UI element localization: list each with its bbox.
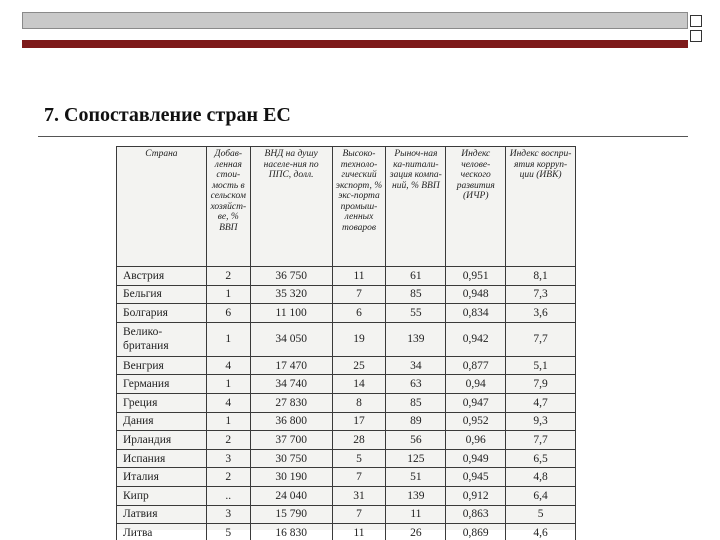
cell-gni: 37 700 xyxy=(250,431,332,450)
cell-cpi: 7,7 xyxy=(506,431,576,450)
country-line: британия xyxy=(123,340,169,353)
header-grey-strip xyxy=(22,12,688,29)
header-red-strip xyxy=(22,40,688,48)
cell-agriculture: 2 xyxy=(206,267,250,286)
cell-cpi: 7,7 xyxy=(506,322,576,356)
cell-cpi: 5,1 xyxy=(506,356,576,375)
table-row xyxy=(117,356,576,375)
cell-country: Италия xyxy=(117,468,207,487)
cell-cpi: 4,8 xyxy=(506,468,576,487)
cell-hdi: 0,869 xyxy=(446,524,506,540)
table-row xyxy=(117,285,576,304)
cell-gni: 27 830 xyxy=(250,393,332,412)
cell-gni: 30 190 xyxy=(250,468,332,487)
cell-gni: 16 830 xyxy=(250,524,332,540)
cell-hitech-export: 5 xyxy=(332,449,386,468)
cell-country: Венгрия xyxy=(117,356,207,375)
cell-market-cap: 89 xyxy=(386,412,446,431)
cell-agriculture: 2 xyxy=(206,468,250,487)
cell-hitech-export: 11 xyxy=(332,524,386,540)
table-row xyxy=(117,505,576,524)
table-row xyxy=(117,393,576,412)
header-hitech-export: Высоко-техноло-гический экспорт, % экс-порта промыш-ленных товаров xyxy=(332,147,386,267)
cell-market-cap: 26 xyxy=(386,524,446,540)
eu-comparison-table-scan xyxy=(116,146,576,539)
table-row xyxy=(117,468,576,487)
cell-hdi: 0,952 xyxy=(446,412,506,431)
cell-agriculture: .. xyxy=(206,486,250,505)
header-country: Страна xyxy=(117,147,207,267)
cell-hitech-export: 8 xyxy=(332,393,386,412)
cell-hitech-export: 6 xyxy=(332,304,386,323)
cell-gni: 17 470 xyxy=(250,356,332,375)
cell-hdi: 0,912 xyxy=(446,486,506,505)
cell-agriculture: 6 xyxy=(206,304,250,323)
cell-cpi: 6,4 xyxy=(506,486,576,505)
table-row xyxy=(117,412,576,431)
cell-agriculture: 1 xyxy=(206,412,250,431)
cell-hdi: 0,947 xyxy=(446,393,506,412)
cell-hitech-export: 7 xyxy=(332,468,386,487)
cell-agriculture: 4 xyxy=(206,356,250,375)
cell-country: Болгария xyxy=(117,304,207,323)
cell-hdi: 0,942 xyxy=(446,322,506,356)
cell-agriculture: 1 xyxy=(206,285,250,304)
cell-market-cap: 139 xyxy=(386,486,446,505)
cell-agriculture: 5 xyxy=(206,524,250,540)
cell-hitech-export: 17 xyxy=(332,412,386,431)
cell-market-cap: 85 xyxy=(386,393,446,412)
cell-cpi: 8,1 xyxy=(506,267,576,286)
cell-cpi: 7,3 xyxy=(506,285,576,304)
cell-hitech-export: 14 xyxy=(332,375,386,394)
cell-market-cap: 85 xyxy=(386,285,446,304)
table-row xyxy=(117,304,576,323)
cell-hitech-export: 31 xyxy=(332,486,386,505)
cell-agriculture: 1 xyxy=(206,375,250,394)
cell-hdi: 0,863 xyxy=(446,505,506,524)
cell-cpi: 5 xyxy=(506,505,576,524)
cell-country xyxy=(117,322,207,356)
cell-market-cap: 139 xyxy=(386,322,446,356)
cell-hitech-export: 28 xyxy=(332,431,386,450)
cell-gni: 34 050 xyxy=(250,322,332,356)
table-row xyxy=(117,267,576,286)
cell-country: Греция xyxy=(117,393,207,412)
cell-market-cap: 63 xyxy=(386,375,446,394)
decorative-square xyxy=(690,15,702,27)
cell-gni: 36 800 xyxy=(250,412,332,431)
cell-hitech-export: 7 xyxy=(332,505,386,524)
cell-market-cap: 11 xyxy=(386,505,446,524)
cell-gni: 15 790 xyxy=(250,505,332,524)
cell-hitech-export: 25 xyxy=(332,356,386,375)
title-divider xyxy=(38,136,688,137)
cell-agriculture: 1 xyxy=(206,322,250,356)
cell-country: Дания xyxy=(117,412,207,431)
table-header-row xyxy=(117,147,576,267)
cell-agriculture: 3 xyxy=(206,449,250,468)
cell-gni: 34 740 xyxy=(250,375,332,394)
cell-market-cap: 55 xyxy=(386,304,446,323)
cell-market-cap: 61 xyxy=(386,267,446,286)
cell-country: Кипр xyxy=(117,486,207,505)
cell-hdi: 0,949 xyxy=(446,449,506,468)
cell-agriculture: 3 xyxy=(206,505,250,524)
header-market-cap: Рыноч-ная ка-питали-зация компа-ний, % ВВП xyxy=(386,147,446,267)
table-row xyxy=(117,449,576,468)
cell-gni: 11 100 xyxy=(250,304,332,323)
table-row xyxy=(117,486,576,505)
header-cpi: Индекс воспри-ятия корруп-ции (ИВК) xyxy=(506,147,576,267)
cell-country: Бельгия xyxy=(117,285,207,304)
table-row xyxy=(117,375,576,394)
cell-cpi: 9,3 xyxy=(506,412,576,431)
cell-hitech-export: 7 xyxy=(332,285,386,304)
cell-market-cap: 51 xyxy=(386,468,446,487)
slide-header-bar xyxy=(22,12,688,38)
cell-gni: 35 320 xyxy=(250,285,332,304)
cell-country: Испания xyxy=(117,449,207,468)
cell-market-cap: 34 xyxy=(386,356,446,375)
cell-cpi: 4,7 xyxy=(506,393,576,412)
cell-hdi: 0,94 xyxy=(446,375,506,394)
cell-hitech-export: 11 xyxy=(332,267,386,286)
header-gni: ВНД на душу населе-ния по ППС, долл. xyxy=(250,147,332,267)
country-line: Велико- xyxy=(123,326,163,339)
cell-cpi: 3,6 xyxy=(506,304,576,323)
table-row xyxy=(117,524,576,540)
cell-hdi: 0,96 xyxy=(446,431,506,450)
cell-hdi: 0,945 xyxy=(446,468,506,487)
cell-cpi: 6,5 xyxy=(506,449,576,468)
cell-hdi: 0,834 xyxy=(446,304,506,323)
header-agriculture: Добав-ленная стои-мость в сельском хозяйст-ве, % ВВП xyxy=(206,147,250,267)
cell-gni: 36 750 xyxy=(250,267,332,286)
cell-gni: 24 040 xyxy=(250,486,332,505)
header-hdi: Индекс челове-ческого развития (ИЧР) xyxy=(446,147,506,267)
decorative-square xyxy=(690,30,702,42)
cell-gni: 30 750 xyxy=(250,449,332,468)
cell-country: Ирландия xyxy=(117,431,207,450)
cell-country: Германия xyxy=(117,375,207,394)
eu-comparison-table xyxy=(116,146,576,540)
slide-title: 7. Сопоставление стран ЕС xyxy=(44,104,291,126)
cell-country: Австрия xyxy=(117,267,207,286)
cell-cpi: 4,6 xyxy=(506,524,576,540)
table-row xyxy=(117,431,576,450)
cell-market-cap: 125 xyxy=(386,449,446,468)
cell-hdi: 0,877 xyxy=(446,356,506,375)
cell-hdi: 0,951 xyxy=(446,267,506,286)
cell-country: Литва xyxy=(117,524,207,540)
cell-agriculture: 2 xyxy=(206,431,250,450)
cell-cpi: 7,9 xyxy=(506,375,576,394)
cell-hitech-export: 19 xyxy=(332,322,386,356)
table-row xyxy=(117,322,576,356)
cell-hdi: 0,948 xyxy=(446,285,506,304)
cell-agriculture: 4 xyxy=(206,393,250,412)
cell-country: Латвия xyxy=(117,505,207,524)
cell-market-cap: 56 xyxy=(386,431,446,450)
